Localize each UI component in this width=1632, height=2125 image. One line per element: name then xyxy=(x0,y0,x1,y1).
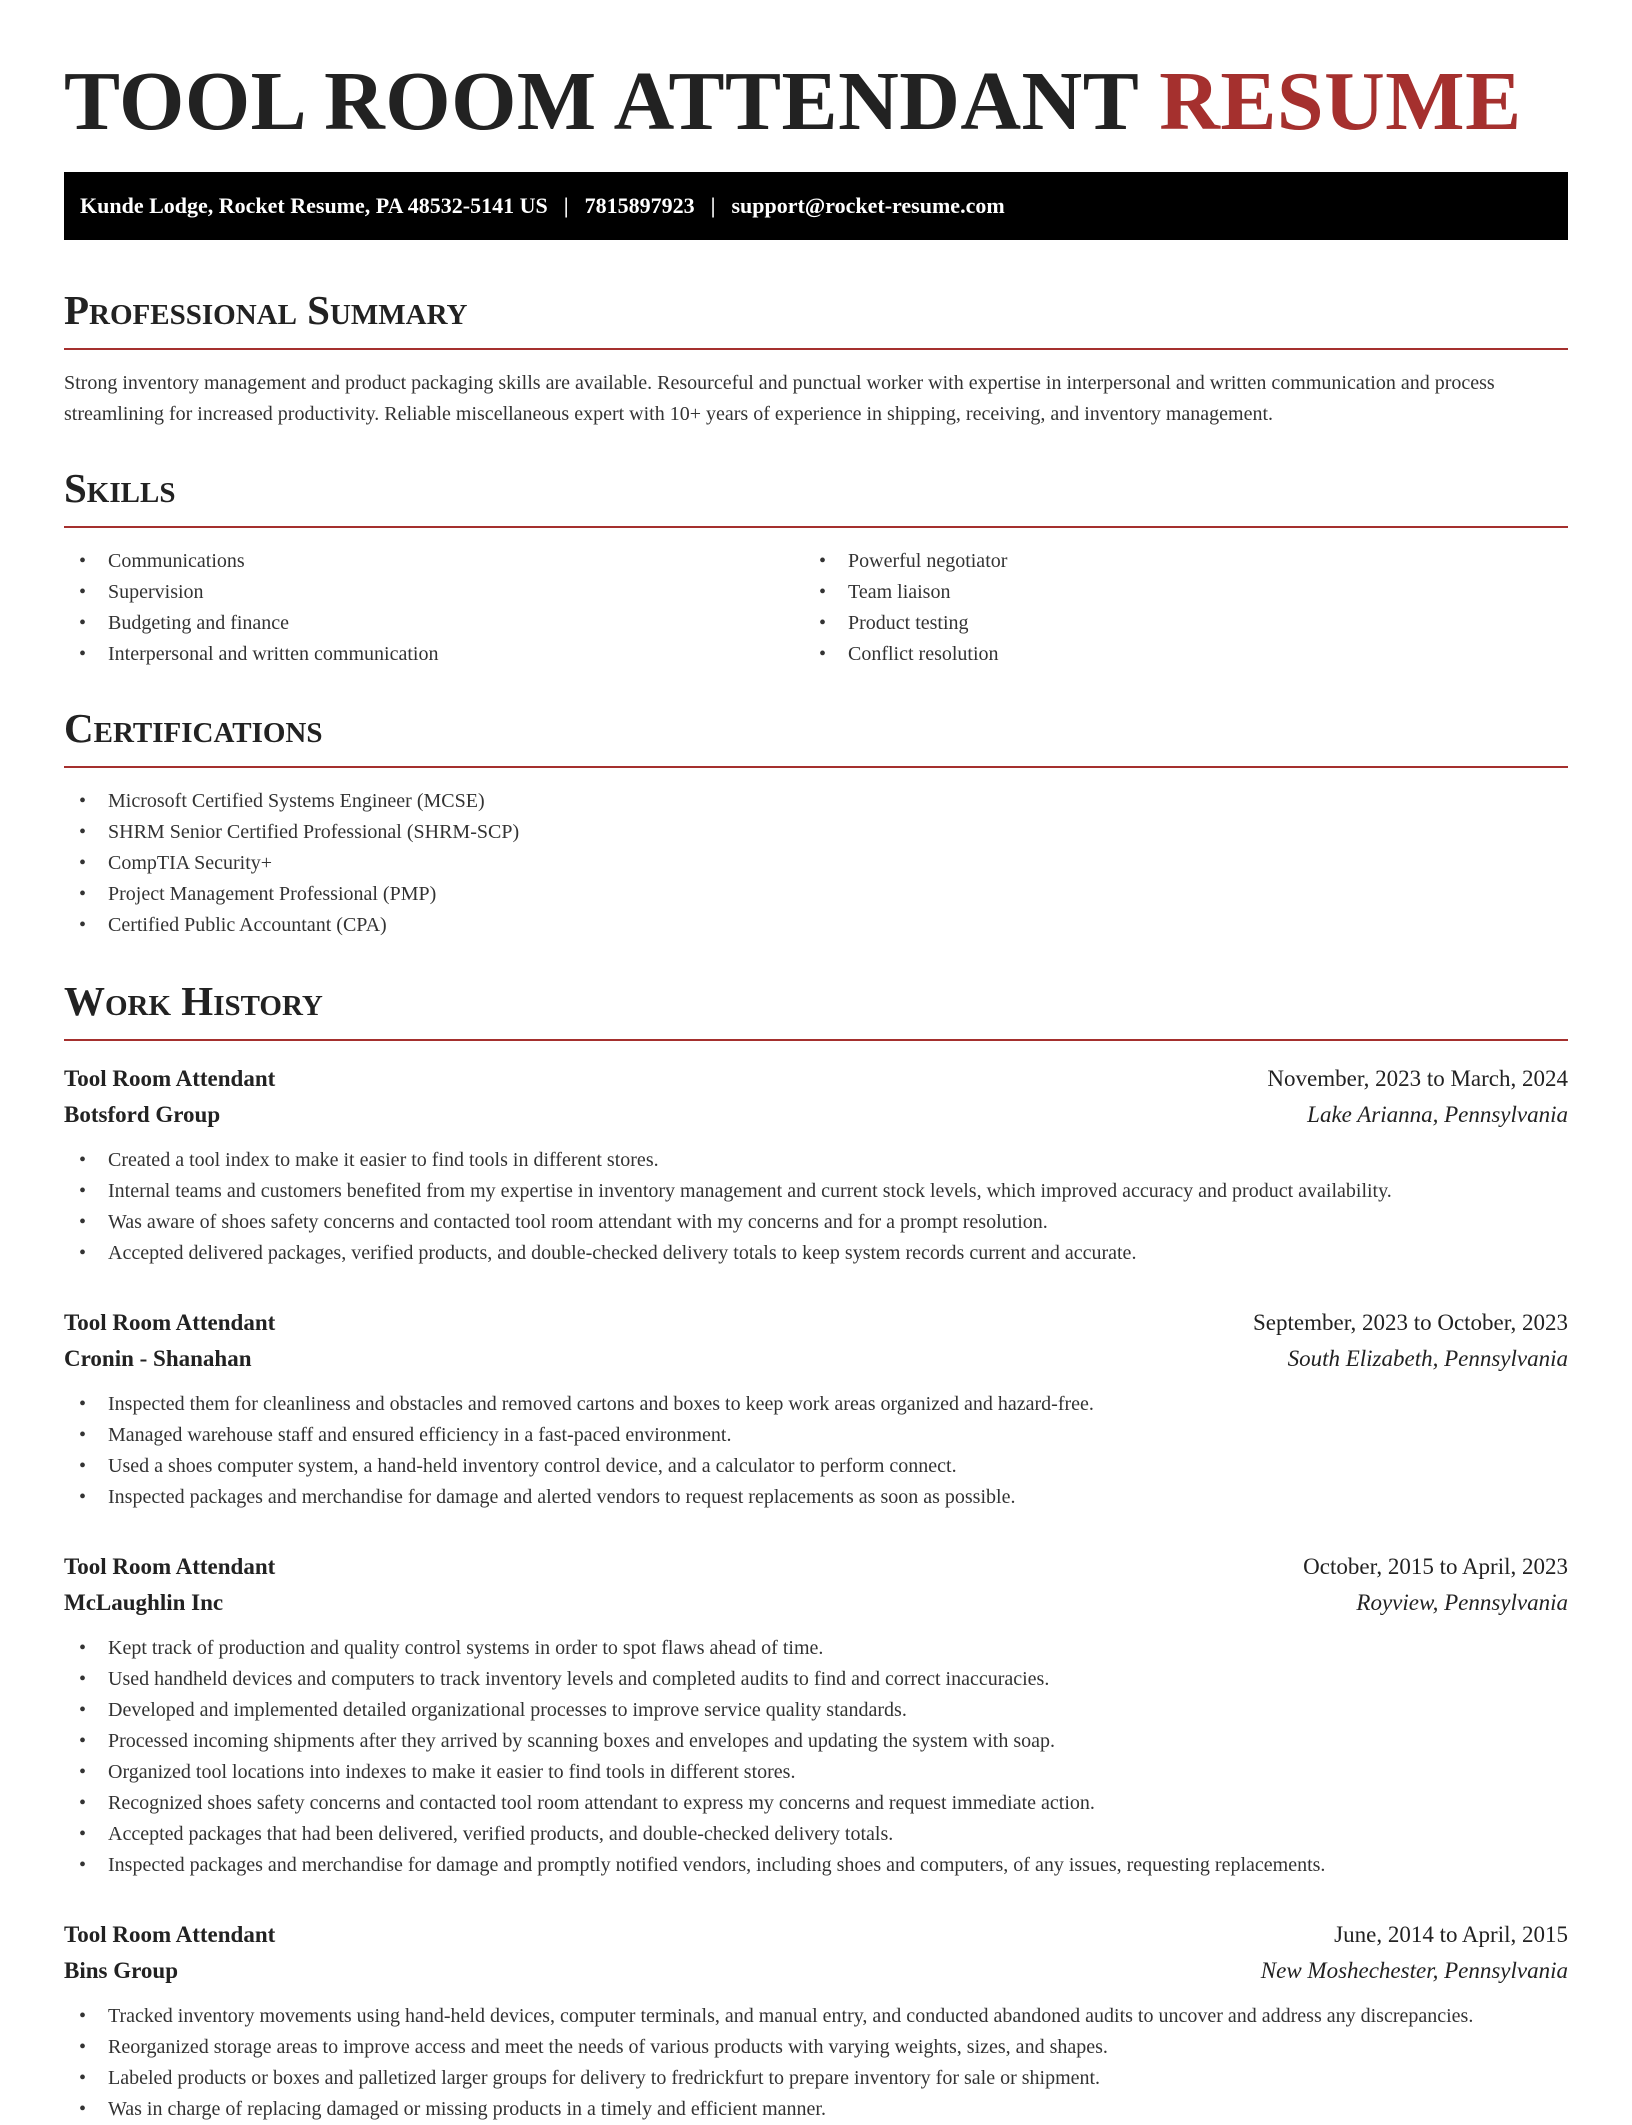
job-entry xyxy=(64,1061,1568,1269)
contact-separator: | xyxy=(710,193,716,218)
job-dates: November, 2023 to March, 2024 xyxy=(1267,1066,1568,1091)
job-company: Botsford Group xyxy=(64,1102,221,1127)
contact-address: Kunde Lodge, Rocket Resume, PA 48532-5141 US xyxy=(80,193,548,218)
job-duty: • Inspected packages and merchandise for damage and promptly notified vendors, including shoes and computers, of any issues, requesting replacements. xyxy=(64,1850,1568,1881)
job-company-row xyxy=(64,1585,1568,1621)
job-duty: • Used handheld devices and computers to track inventory levels and completed audits to find and correct inaccuracies. xyxy=(64,1664,1568,1695)
certifications-heading: Certifications xyxy=(64,705,323,751)
contact-phone[interactable]: 7815897923 xyxy=(584,193,695,218)
job-duty: • Accepted packages that had been delivered, verified products, and double-checked delivery totals. xyxy=(64,1819,1568,1850)
job-title: Tool Room Attendant xyxy=(64,1554,276,1579)
skill-item: • Powerful negotiator xyxy=(804,546,1544,577)
job-company: Bins Group xyxy=(64,1958,178,1983)
job-duty: • Organized tool locations into indexes to make it easier to find tools in different stores. xyxy=(64,1757,1568,1788)
skill-item: • Team liaison xyxy=(804,577,1544,608)
job-header-row xyxy=(64,1917,1568,1953)
skill-item: • Conflict resolution xyxy=(804,639,1544,670)
skills-heading: Skills xyxy=(64,465,176,511)
skills-list-left xyxy=(64,546,804,670)
section-divider xyxy=(64,1039,1568,1041)
job-duty: • Used a shoes computer system, a hand-held inventory control device, and a calculator to perform connect. xyxy=(64,1451,1568,1482)
skill-item: • Communications xyxy=(64,546,804,577)
job-company: McLaughlin Inc xyxy=(64,1590,224,1615)
work-history-section xyxy=(64,975,1568,2125)
certifications-section xyxy=(64,702,1568,941)
job-duty: • Was in charge of replacing damaged or missing products in a timely and efficient manner. xyxy=(64,2094,1568,2125)
job-dates: June, 2014 to April, 2015 xyxy=(1334,1922,1568,1947)
job-header-row xyxy=(64,1305,1568,1341)
job-duty: • Inspected packages and merchandise for damage and alerted vendors to request replacements as soon as possible. xyxy=(64,1482,1568,1513)
certification-item: • SHRM Senior Certified Professional (SHRM-SCP) xyxy=(64,817,1568,848)
certification-item: • Microsoft Certified Systems Engineer (MCSE) xyxy=(64,786,1568,817)
skills-section xyxy=(64,462,1568,670)
resume-title xyxy=(64,52,1568,152)
job-company-row xyxy=(64,1953,1568,1989)
job-header-row xyxy=(64,1549,1568,1585)
job-duty: • Reorganized storage areas to improve access and meet the needs of various products with varying weights, sizes, and shapes. xyxy=(64,2032,1568,2063)
job-company-row xyxy=(64,1097,1568,1133)
job-dates: September, 2023 to October, 2023 xyxy=(1253,1310,1568,1335)
job-title: Tool Room Attendant xyxy=(64,1066,276,1091)
job-duty: • Labeled products or boxes and palletized larger groups for delivery to fredrickfurt to prepare inventory for sale or shipment. xyxy=(64,2063,1568,2094)
job-title: Tool Room Attendant xyxy=(64,1922,276,1947)
job-duty: • Tracked inventory movements using hand-held devices, computer terminals, and manual entry, and conducted abandoned audits to uncover and address any discrepancies. xyxy=(64,2001,1568,2032)
section-divider xyxy=(64,766,1568,768)
job-location: Lake Arianna, Pennsylvania xyxy=(1307,1102,1568,1127)
contact-separator: | xyxy=(563,193,569,218)
job-duty: • Managed warehouse staff and ensured efficiency in a fast-paced environment. xyxy=(64,1420,1568,1451)
skill-item: • Product testing xyxy=(804,608,1544,639)
job-duties-list xyxy=(64,1633,1568,1881)
certification-item: • Project Management Professional (PMP) xyxy=(64,879,1568,910)
skill-item: • Budgeting and finance xyxy=(64,608,804,639)
job-location: South Elizabeth, Pennsylvania xyxy=(1287,1346,1568,1371)
certifications-list xyxy=(64,786,1568,941)
skills-columns xyxy=(64,546,1568,670)
job-duty: • Recognized shoes safety concerns and contacted tool room attendant to express my concerns and request immediate action. xyxy=(64,1788,1568,1819)
job-title: Tool Room Attendant xyxy=(64,1310,276,1335)
certification-item: • Certified Public Accountant (CPA) xyxy=(64,910,1568,941)
job-duty: • Was aware of shoes safety concerns and contacted tool room attendant with my concerns and for a prompt resolution. xyxy=(64,1207,1568,1238)
job-duty: • Processed incoming shipments after they arrived by scanning boxes and envelopes and updating the system with soap. xyxy=(64,1726,1568,1757)
summary-section xyxy=(64,284,1568,430)
summary-text: Strong inventory management and product packaging skills are available. Resourceful and punctual worker with expertise in interpersonal and written communication and process streamlining for increased productivity. Reliable miscellaneous expert with 10+ years of experience in shipping, receiving, and inventory management. xyxy=(64,372,1495,425)
job-entry xyxy=(64,1917,1568,2125)
job-duty: • Internal teams and customers benefited from my expertise in inventory management and current stock levels, which improved accuracy and product availability. xyxy=(64,1176,1568,1207)
job-duty: • Created a tool index to make it easier to find tools in different stores. xyxy=(64,1145,1568,1176)
job-duty: • Kept track of production and quality control systems in order to spot flaws ahead of time. xyxy=(64,1633,1568,1664)
skill-item: • Interpersonal and written communication xyxy=(64,639,804,670)
title-accent: RESUME xyxy=(1159,55,1522,148)
job-dates: October, 2015 to April, 2023 xyxy=(1303,1554,1568,1579)
job-company: Cronin - Shanahan xyxy=(64,1346,252,1371)
job-duty: • Inspected them for cleanliness and obstacles and removed cartons and boxes to keep work areas organized and hazard-free. xyxy=(64,1389,1568,1420)
section-divider xyxy=(64,348,1568,350)
skill-item: • Supervision xyxy=(64,577,804,608)
job-company-row xyxy=(64,1341,1568,1377)
job-duties-list xyxy=(64,1389,1568,1513)
job-entry xyxy=(64,1305,1568,1513)
job-duty: • Accepted delivered packages, verified products, and double-checked delivery totals to keep system records current and accurate. xyxy=(64,1238,1568,1269)
job-duties-list xyxy=(64,2001,1568,2125)
job-location: New Moshechester, Pennsylvania xyxy=(1260,1958,1568,1983)
contact-bar xyxy=(64,172,1568,240)
section-divider xyxy=(64,526,1568,528)
job-entry xyxy=(64,1549,1568,1881)
job-header-row xyxy=(64,1061,1568,1097)
job-location: Royview, Pennsylvania xyxy=(1356,1590,1568,1615)
title-main: TOOL ROOM ATTENDANT xyxy=(64,55,1138,148)
work-history-heading: Work History xyxy=(64,978,323,1024)
contact-email[interactable]: support@rocket-resume.com xyxy=(731,193,1005,218)
job-duty: • Developed and implemented detailed organizational processes to improve service quality standards. xyxy=(64,1695,1568,1726)
skills-list-right xyxy=(804,546,1544,670)
certification-item: • CompTIA Security+ xyxy=(64,848,1568,879)
job-duties-list xyxy=(64,1145,1568,1269)
summary-heading: Professional Summary xyxy=(64,287,468,333)
